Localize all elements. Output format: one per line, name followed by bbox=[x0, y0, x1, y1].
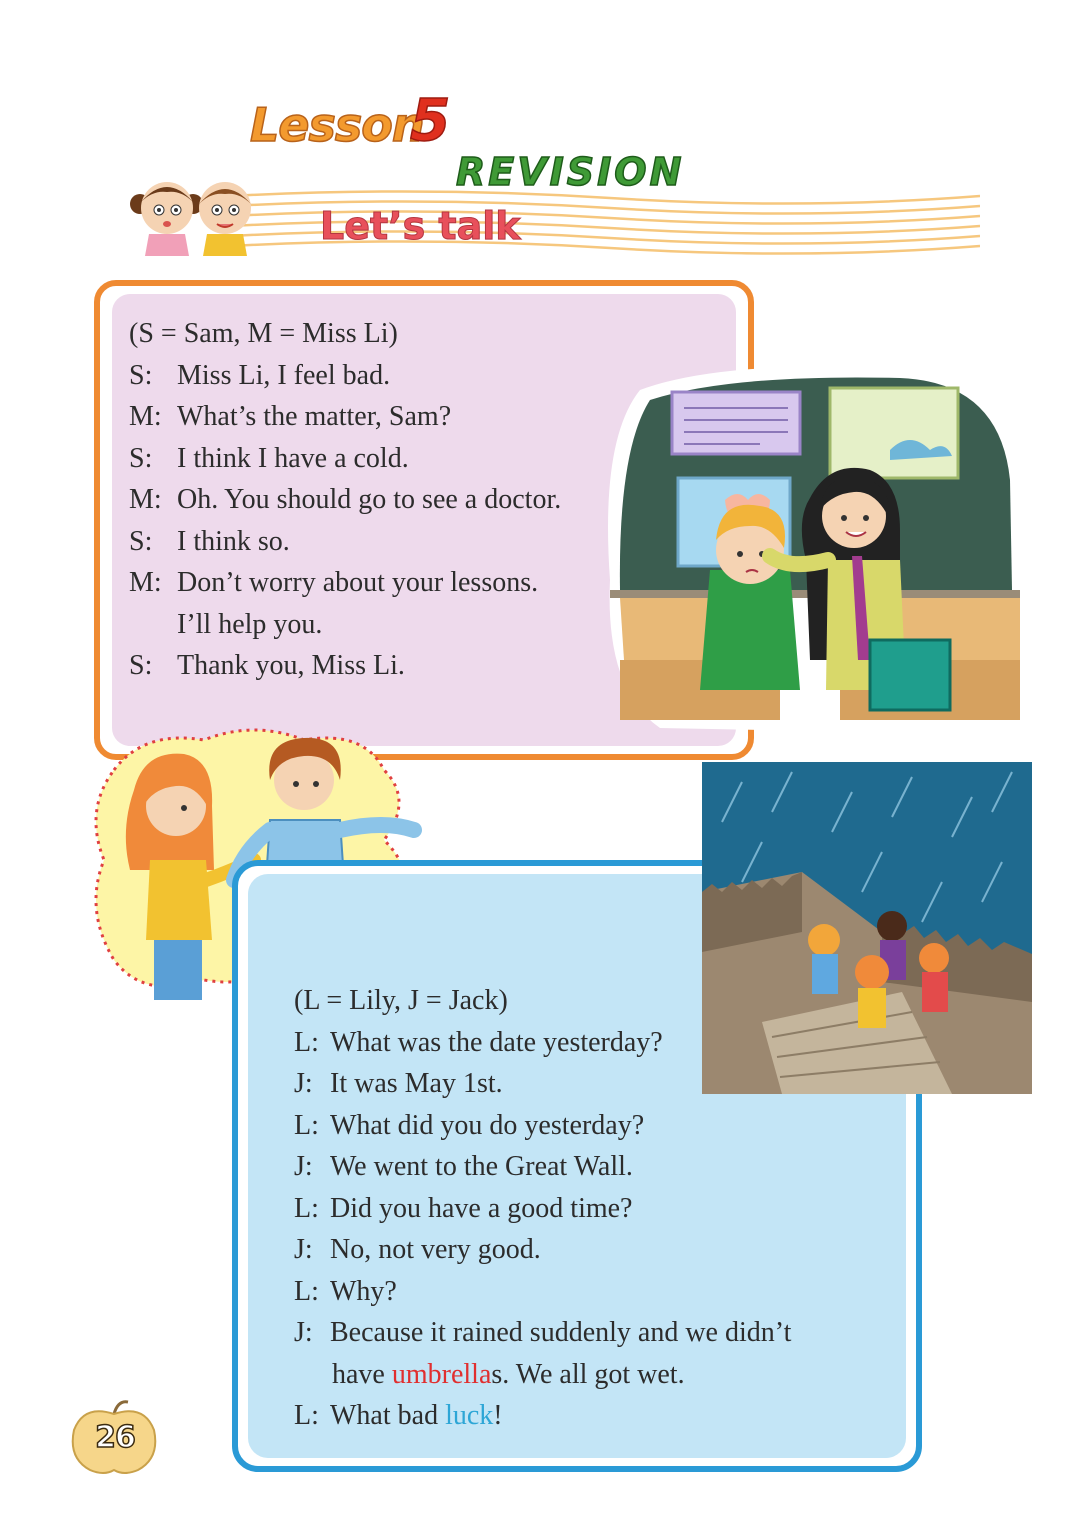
dialog2-line: J: We went to the Great Wall. bbox=[294, 1151, 633, 1182]
lesson-number: 5 bbox=[410, 86, 451, 154]
dialog2-line: L: What bad luck! bbox=[294, 1400, 503, 1431]
dialog2-intro: (L = Lily, J = Jack) bbox=[294, 985, 508, 1016]
page-number: 26 bbox=[95, 1420, 135, 1455]
dialog2-line-continued: have umbrellas. We all got wet. bbox=[332, 1358, 685, 1390]
dialog1-intro: (S = Sam, M = Miss Li) bbox=[129, 318, 398, 349]
dialog2-line: L: Did you have a good time? bbox=[294, 1192, 633, 1224]
dialog1-text bbox=[129, 313, 561, 687]
revision-title: REVISION bbox=[456, 150, 685, 194]
dialog1-line: S: I think I have a cold. bbox=[129, 442, 409, 474]
dialog1-line: M: What’s the matter, Sam? bbox=[129, 401, 452, 432]
dialog1-line: S: Miss Li, I feel bad. bbox=[129, 359, 391, 391]
vocab-highlight-luck: luck bbox=[445, 1400, 494, 1431]
dialog2-line: J: No, not very good. bbox=[294, 1234, 541, 1265]
dialog2-line: J: It was May 1st. bbox=[294, 1068, 503, 1099]
vocab-highlight-umbrella: umbrella bbox=[391, 1358, 492, 1390]
section-title: Let’s talk bbox=[320, 204, 521, 248]
dialog1-line: M: Don’t worry about your lessons. bbox=[129, 567, 539, 598]
dialog1-line: S: I think so. bbox=[129, 525, 290, 557]
dialog1-line: I’ll help you. bbox=[177, 608, 323, 640]
dialog2-line: L: What did you do yesterday? bbox=[294, 1109, 645, 1141]
dialog2-line: J: Because it rained suddenly and we didn’t bbox=[294, 1317, 792, 1348]
dialog2-text bbox=[294, 980, 791, 1437]
dialog2-line: L: What was the date yesterday? bbox=[294, 1026, 663, 1058]
lesson-label: Lesson bbox=[250, 98, 424, 152]
kids-mascot-illustration bbox=[115, 168, 265, 258]
classroom-illustration bbox=[600, 360, 1030, 740]
dialog1-line: S: Thank you, Miss Li. bbox=[129, 650, 405, 681]
dialog2-line: L: Why? bbox=[294, 1275, 397, 1307]
dialog1-line: M: Oh. You should go to see a doctor. bbox=[129, 484, 562, 515]
